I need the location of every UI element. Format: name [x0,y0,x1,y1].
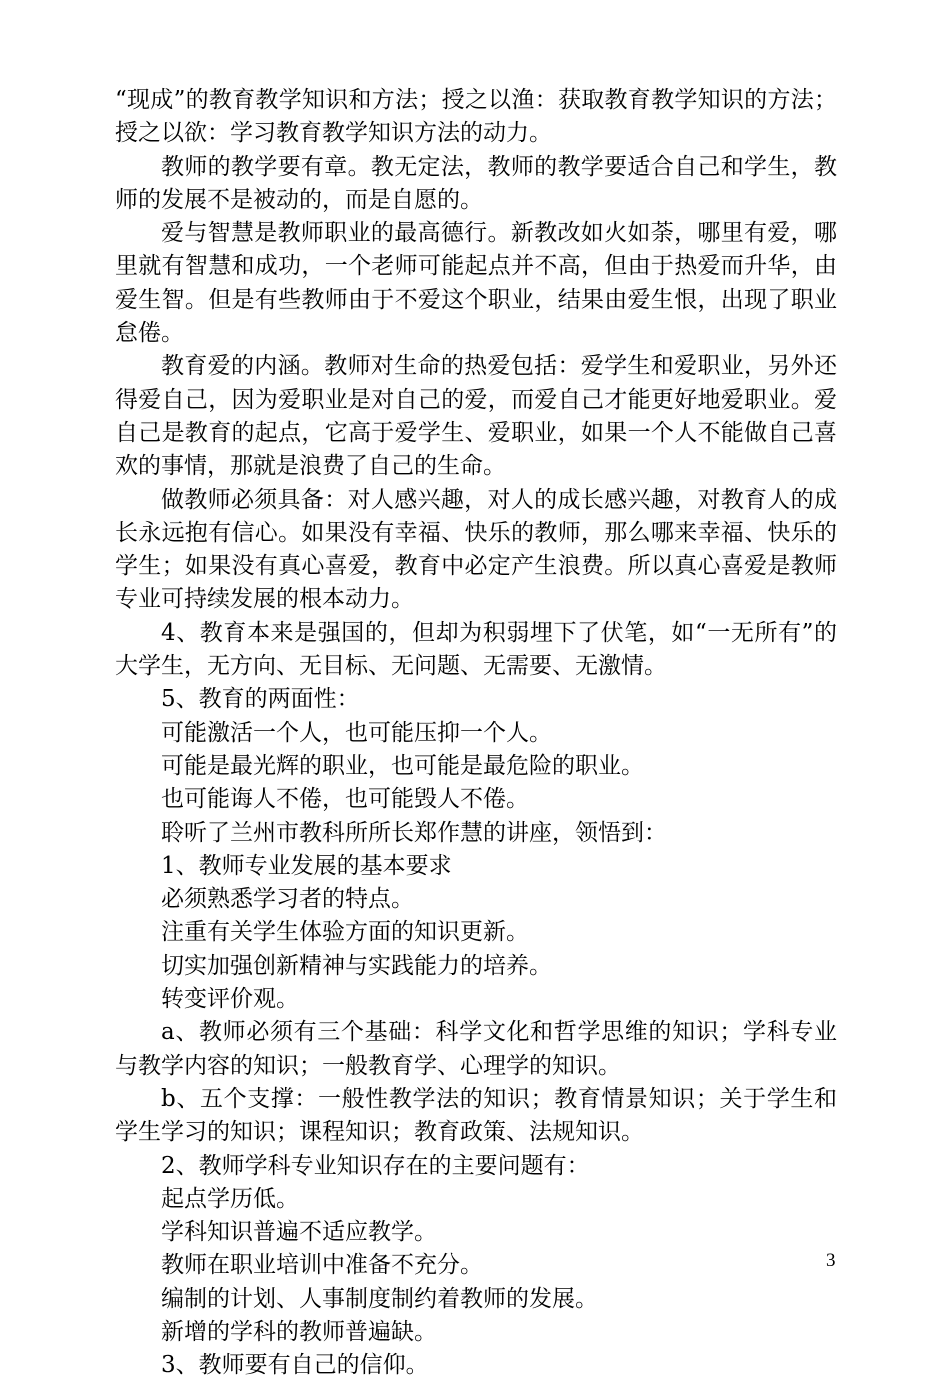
paragraph: 转变评价观。 [161,986,299,1013]
paragraph: b、五个支撑：一般性教学法的知识；教育情景知识；关于学生和学生学习的知识；课程知识；教育政策、法规知识。 [115,1085,837,1146]
paragraph: 起点学历低。 [161,1185,299,1212]
paragraph: 教师在职业培训中准备不充分。 [161,1252,483,1279]
paragraph: 必须熟悉学习者的特点。 [161,886,414,913]
paragraph: 4、教育本来是强国的，但却为积弱埋下了伏笔，如“一无所有”的大学生，无方向、无目标、无问题、无需要、无激情。 [115,619,837,680]
paragraph: 教师的教学要有章。教无定法，教师的教学要适合自己和学生，教师的发展不是被动的，而是自愿的。 [115,153,837,213]
paragraph: 3、教师要有自己的信仰。 [161,1352,429,1379]
paragraph: 可能是最光辉的职业，也可能是最危险的职业。 [161,752,644,779]
paragraph: 新增的学科的教师普遍缺。 [161,1318,437,1345]
paragraph: 聆听了兰州市教科所所长郑作慧的讲座，领悟到： [161,819,667,846]
paragraph: 也可能诲人不倦，也可能毁人不倦。 [161,786,529,813]
paragraph: 可能激活一个人，也可能压抑一个人。 [161,719,552,746]
paragraph: 教育爱的内涵。教师对生命的热爱包括：爱学生和爱职业，另外还得爱自己，因为爱职业是对自己的爱，而爱自己才能更好地爱职业。爱自己是教育的起点，它高于爱学生、爱职业，如果一个人不能做自己喜欢的事情，那就是浪费了自己的生命。 [115,353,837,480]
paragraph: 切实加强创新精神与实践能力的培养。 [161,952,552,979]
paragraph: a、教师必须有三个基础：科学文化和哲学思维的知识；学科专业与教学内容的知识；一般教育学、心理学的知识。 [115,1019,837,1079]
paragraph: 5、教育的两面性： [161,686,360,713]
paragraph: “现成”的教育教学知识和方法；授之以渔：获取教育教学知识的方法；授之以欲：学习教育教学知识方法的动力。 [115,87,837,147]
paragraph: 学科知识普遍不适应教学。 [161,1219,437,1246]
paragraph: 编制的计划、人事制度制约着教师的发展。 [161,1285,598,1312]
page-number: 3 [826,1250,836,1271]
paragraph: 2、教师学科专业知识存在的主要问题有： [161,1152,590,1179]
paragraph: 1、教师专业发展的基本要求 [161,852,452,879]
document-body [115,84,837,1383]
paragraph: 做教师必须具备：对人感兴趣，对人的成长感兴趣，对教育人的成长永远抱有信心。如果没有幸福、快乐的教师，那么哪来幸福、快乐的学生；如果没有真心喜爱，教育中必定产生浪费。所以真心喜爱是教师专业可持续发展的根本动力。 [115,486,837,613]
paragraph: 爱与智慧是教师职业的最高德行。新教改如火如荼，哪里有爱，哪里就有智慧和成功，一个老师可能起点并不高，但由于热爱而升华，由爱生智。但是有些教师由于不爱这个职业，结果由爱生恨，出现了职业怠倦。 [115,220,837,347]
paragraph: 注重有关学生体验方面的知识更新。 [161,919,529,946]
